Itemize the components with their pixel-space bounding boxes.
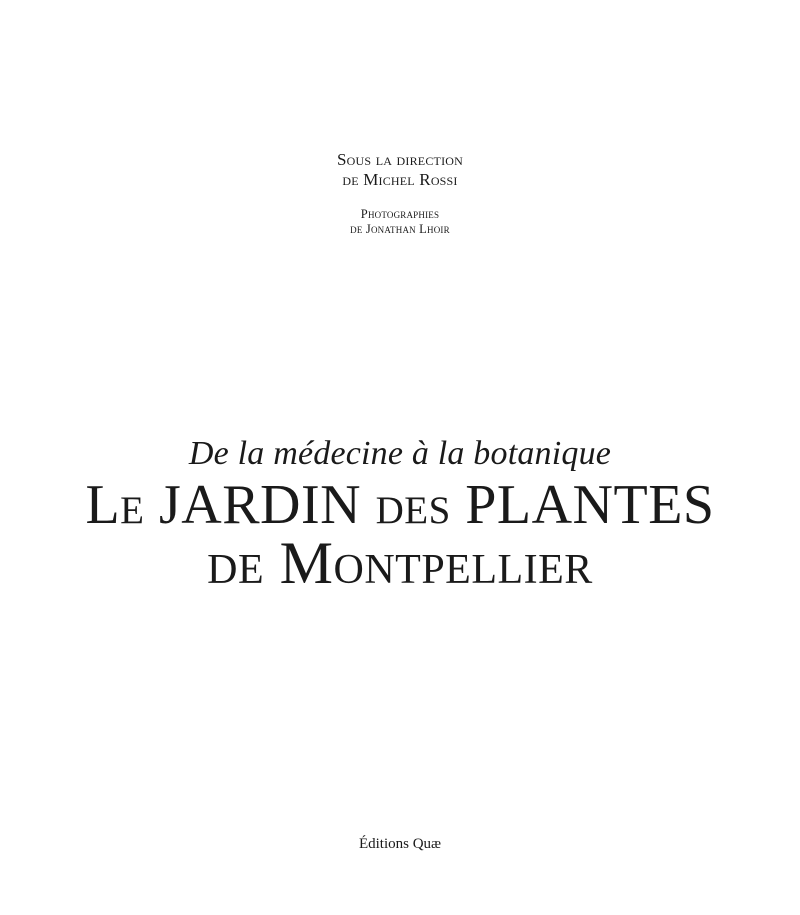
photo-credit-block <box>0 207 800 237</box>
photo-credit-line-1: Photographies <box>360 207 440 221</box>
publisher-name: Éditions Quæ <box>358 836 442 852</box>
book-title-line-2: de Montpellier <box>207 530 593 596</box>
book-subtitle: De la médecine à la botanique <box>188 435 612 472</box>
photo-credit-line-2: de Jonathan Lhoir <box>350 222 450 236</box>
title-block <box>0 432 800 596</box>
direction-credit-line-2: de Michel Rossi <box>342 170 458 189</box>
direction-credit-line-1: Sous la direction <box>336 150 463 169</box>
credits-block <box>0 150 800 237</box>
book-title-line-1: Le JARDIN des PLANTES <box>85 474 715 536</box>
